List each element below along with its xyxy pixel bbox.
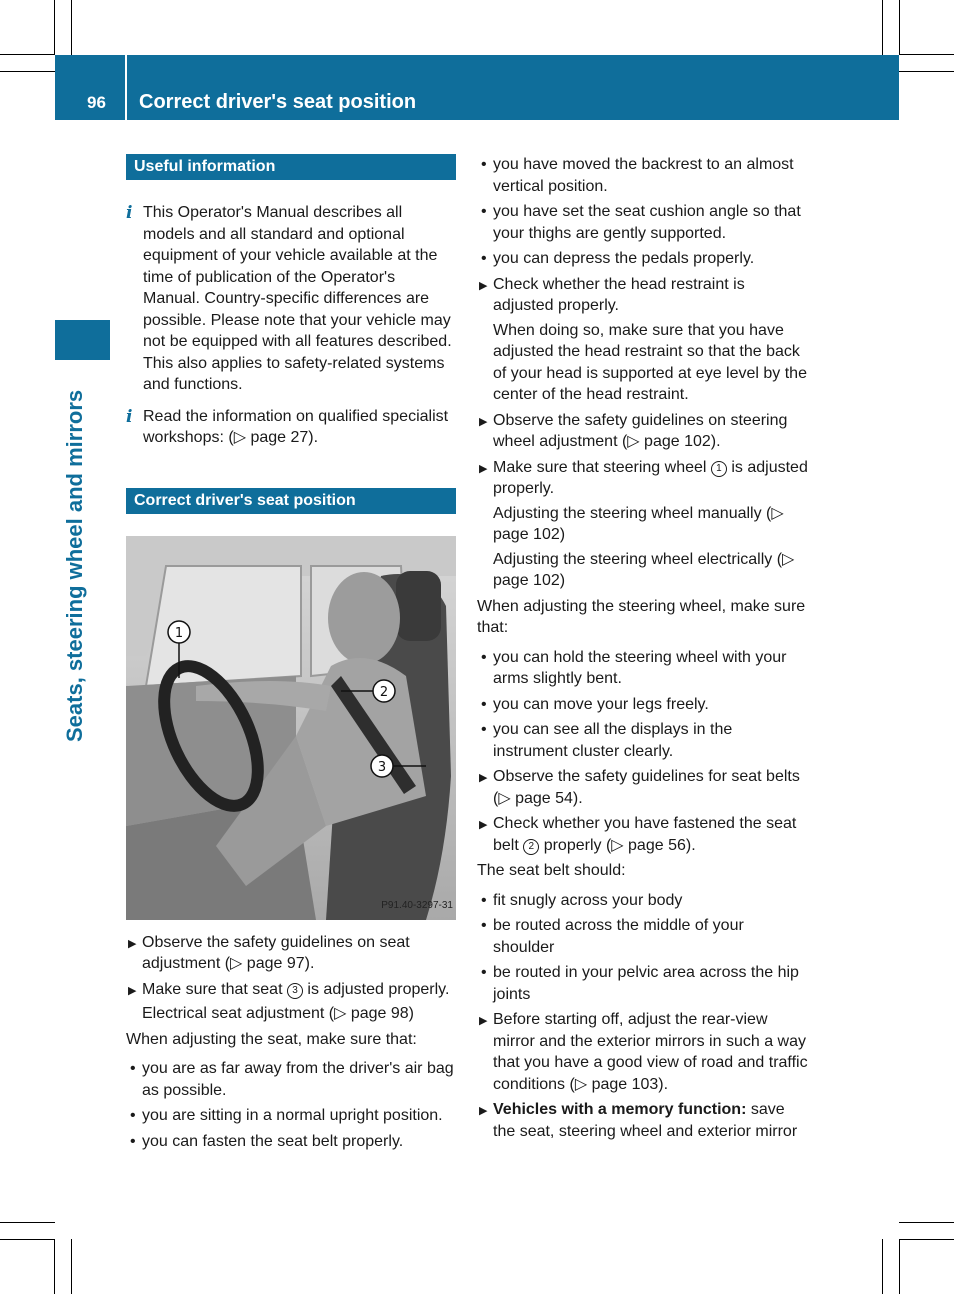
step-arrow-icon: ▶ bbox=[479, 1105, 488, 1117]
chapter-side-title: Seats, steering wheel and mirrors bbox=[62, 389, 87, 742]
steering-wheel-number-badge: 1 bbox=[711, 461, 727, 477]
paragraph: The seat belt should: bbox=[477, 862, 626, 879]
instruction-step: ▶ Observe the safety guidelines on steering wheel adjustment (▷ page 102). bbox=[479, 411, 788, 450]
info-note bbox=[126, 406, 456, 449]
instruction-step: ▶ Make sure that seat 3 is adjusted properly. bbox=[126, 979, 456, 1001]
page-number: 96 bbox=[87, 93, 106, 112]
crop-mark bbox=[899, 54, 954, 55]
crop-mark bbox=[71, 1239, 72, 1294]
info-text: Read the information on qualified specialist workshops: (▷ page 27). bbox=[143, 407, 449, 446]
section-heading-useful-info: Useful information bbox=[126, 154, 456, 180]
callout-3: 3 bbox=[377, 759, 387, 775]
crop-mark bbox=[0, 71, 55, 72]
step-arrow-icon: ▶ bbox=[479, 819, 488, 831]
crop-mark bbox=[71, 0, 72, 55]
step-arrow-icon: ▶ bbox=[128, 937, 137, 950]
crop-mark bbox=[899, 0, 900, 55]
step-detail: Adjusting the steering wheel manually (▷ page 102) bbox=[493, 504, 784, 543]
seat-belt-number-badge: 2 bbox=[523, 839, 539, 855]
seat-position-illustration bbox=[126, 536, 456, 920]
info-note bbox=[126, 202, 456, 396]
driver-seat-drawing bbox=[126, 536, 456, 920]
info-text: This Operator's Manual describes all models and all standard and optional equipment of your vehicle available at the time of publication of the Operator's Manual. Country-specific differences are possible. Please note that your vehicle may not be equipped with all features described. This also applies to safety-related systems and functions. bbox=[143, 204, 452, 393]
list-item: • you can depress the pedals properly. bbox=[481, 250, 755, 267]
step-arrow-icon: ▶ bbox=[128, 984, 137, 997]
instruction-step: ▶ Check whether you have fastened the seat belt 2 properly (▷ page 56). bbox=[479, 815, 797, 854]
list-item: • you can hold the steering wheel with your arms slightly bent. bbox=[481, 648, 787, 687]
step-detail: Electrical seat adjustment (▷ page 98) bbox=[142, 1005, 414, 1022]
step-arrow-icon: ▶ bbox=[479, 415, 488, 428]
instruction-step: ▶ Observe the safety guidelines for seat belts (▷ page 54). bbox=[479, 768, 800, 807]
crop-mark bbox=[899, 1222, 954, 1223]
side-tab-marker bbox=[55, 320, 110, 360]
crop-mark bbox=[882, 0, 883, 55]
crop-mark bbox=[0, 54, 55, 55]
page-title: Correct driver's seat position bbox=[139, 91, 417, 113]
instruction-step: ▶ Observe the safety guidelines on seat adjustment (▷ page 97). bbox=[128, 933, 410, 972]
list-item: • you have set the seat cushion angle so that your thighs are gently supported. bbox=[481, 203, 801, 242]
paragraph: When adjusting the seat, make sure that: bbox=[126, 1030, 417, 1048]
info-icon: i bbox=[126, 406, 133, 427]
crop-mark bbox=[899, 1239, 954, 1240]
crop-mark bbox=[54, 1239, 55, 1294]
callout-2: 2 bbox=[379, 684, 389, 700]
paragraph: When adjusting the steering wheel, make sure that: bbox=[477, 597, 806, 636]
seat-number-badge: 3 bbox=[287, 983, 303, 999]
list-item: • you can fasten the seat belt properly. bbox=[130, 1132, 404, 1150]
crop-mark bbox=[899, 1239, 900, 1294]
crop-mark bbox=[0, 1239, 55, 1240]
header-divider bbox=[125, 55, 127, 120]
info-icon: i bbox=[126, 203, 133, 223]
crop-mark bbox=[54, 0, 55, 55]
instruction-step: ▶ Vehicles with a memory function: save the seat, steering wheel and exterior mirror bbox=[479, 1101, 798, 1140]
list-item: • you can move your legs freely. bbox=[481, 695, 709, 713]
right-column bbox=[477, 154, 809, 1142]
crop-mark bbox=[899, 71, 954, 72]
instruction-step: ▶ Check whether the head restraint is adjusted properly. bbox=[479, 275, 745, 314]
list-item: • be routed across the middle of your shoulder bbox=[481, 917, 744, 956]
step-arrow-icon: ▶ bbox=[479, 279, 488, 292]
figure-code: P91.40-3297-31 bbox=[381, 900, 453, 911]
list-item: • be routed in your pelvic area across the hip joints bbox=[481, 964, 799, 1003]
step-arrow-icon: ▶ bbox=[479, 1015, 488, 1027]
step-detail: Adjusting the steering wheel electrically (▷ page 102) bbox=[493, 550, 795, 589]
list-item: • you can see all the displays in the instrument cluster clearly. bbox=[481, 721, 733, 760]
list-item: • you are as far away from the driver's air bag as possible. bbox=[130, 1060, 454, 1099]
step-arrow-icon: ▶ bbox=[479, 772, 488, 784]
step-detail: When doing so, make sure that you have adjusted the head restraint so that the back of your head is supported at eye level by the center of the head restraint. bbox=[493, 321, 807, 403]
page-header bbox=[55, 55, 899, 120]
callout-1: 1 bbox=[174, 625, 184, 641]
crop-mark bbox=[0, 1222, 55, 1223]
step-arrow-icon: ▶ bbox=[479, 462, 488, 475]
list-item: • fit snugly across your body bbox=[481, 891, 683, 909]
instruction-step: ▶ Make sure that steering wheel 1 is adjusted properly. bbox=[479, 458, 808, 497]
list-item: • you have moved the backrest to an almost vertical position. bbox=[481, 156, 794, 195]
crop-mark bbox=[882, 1239, 883, 1294]
list-item: • you are sitting in a normal upright position. bbox=[130, 1107, 443, 1124]
instruction-step: ▶ Before starting off, adjust the rear-view mirror and the exterior mirrors in such a way that you have a good view of road and traffic conditions (▷ page 103). bbox=[479, 1011, 808, 1093]
section-heading-seat-position: Correct driver's seat position bbox=[126, 488, 456, 514]
left-column bbox=[126, 154, 456, 1152]
memory-function-label: Vehicles with a memory function: bbox=[493, 1101, 747, 1118]
